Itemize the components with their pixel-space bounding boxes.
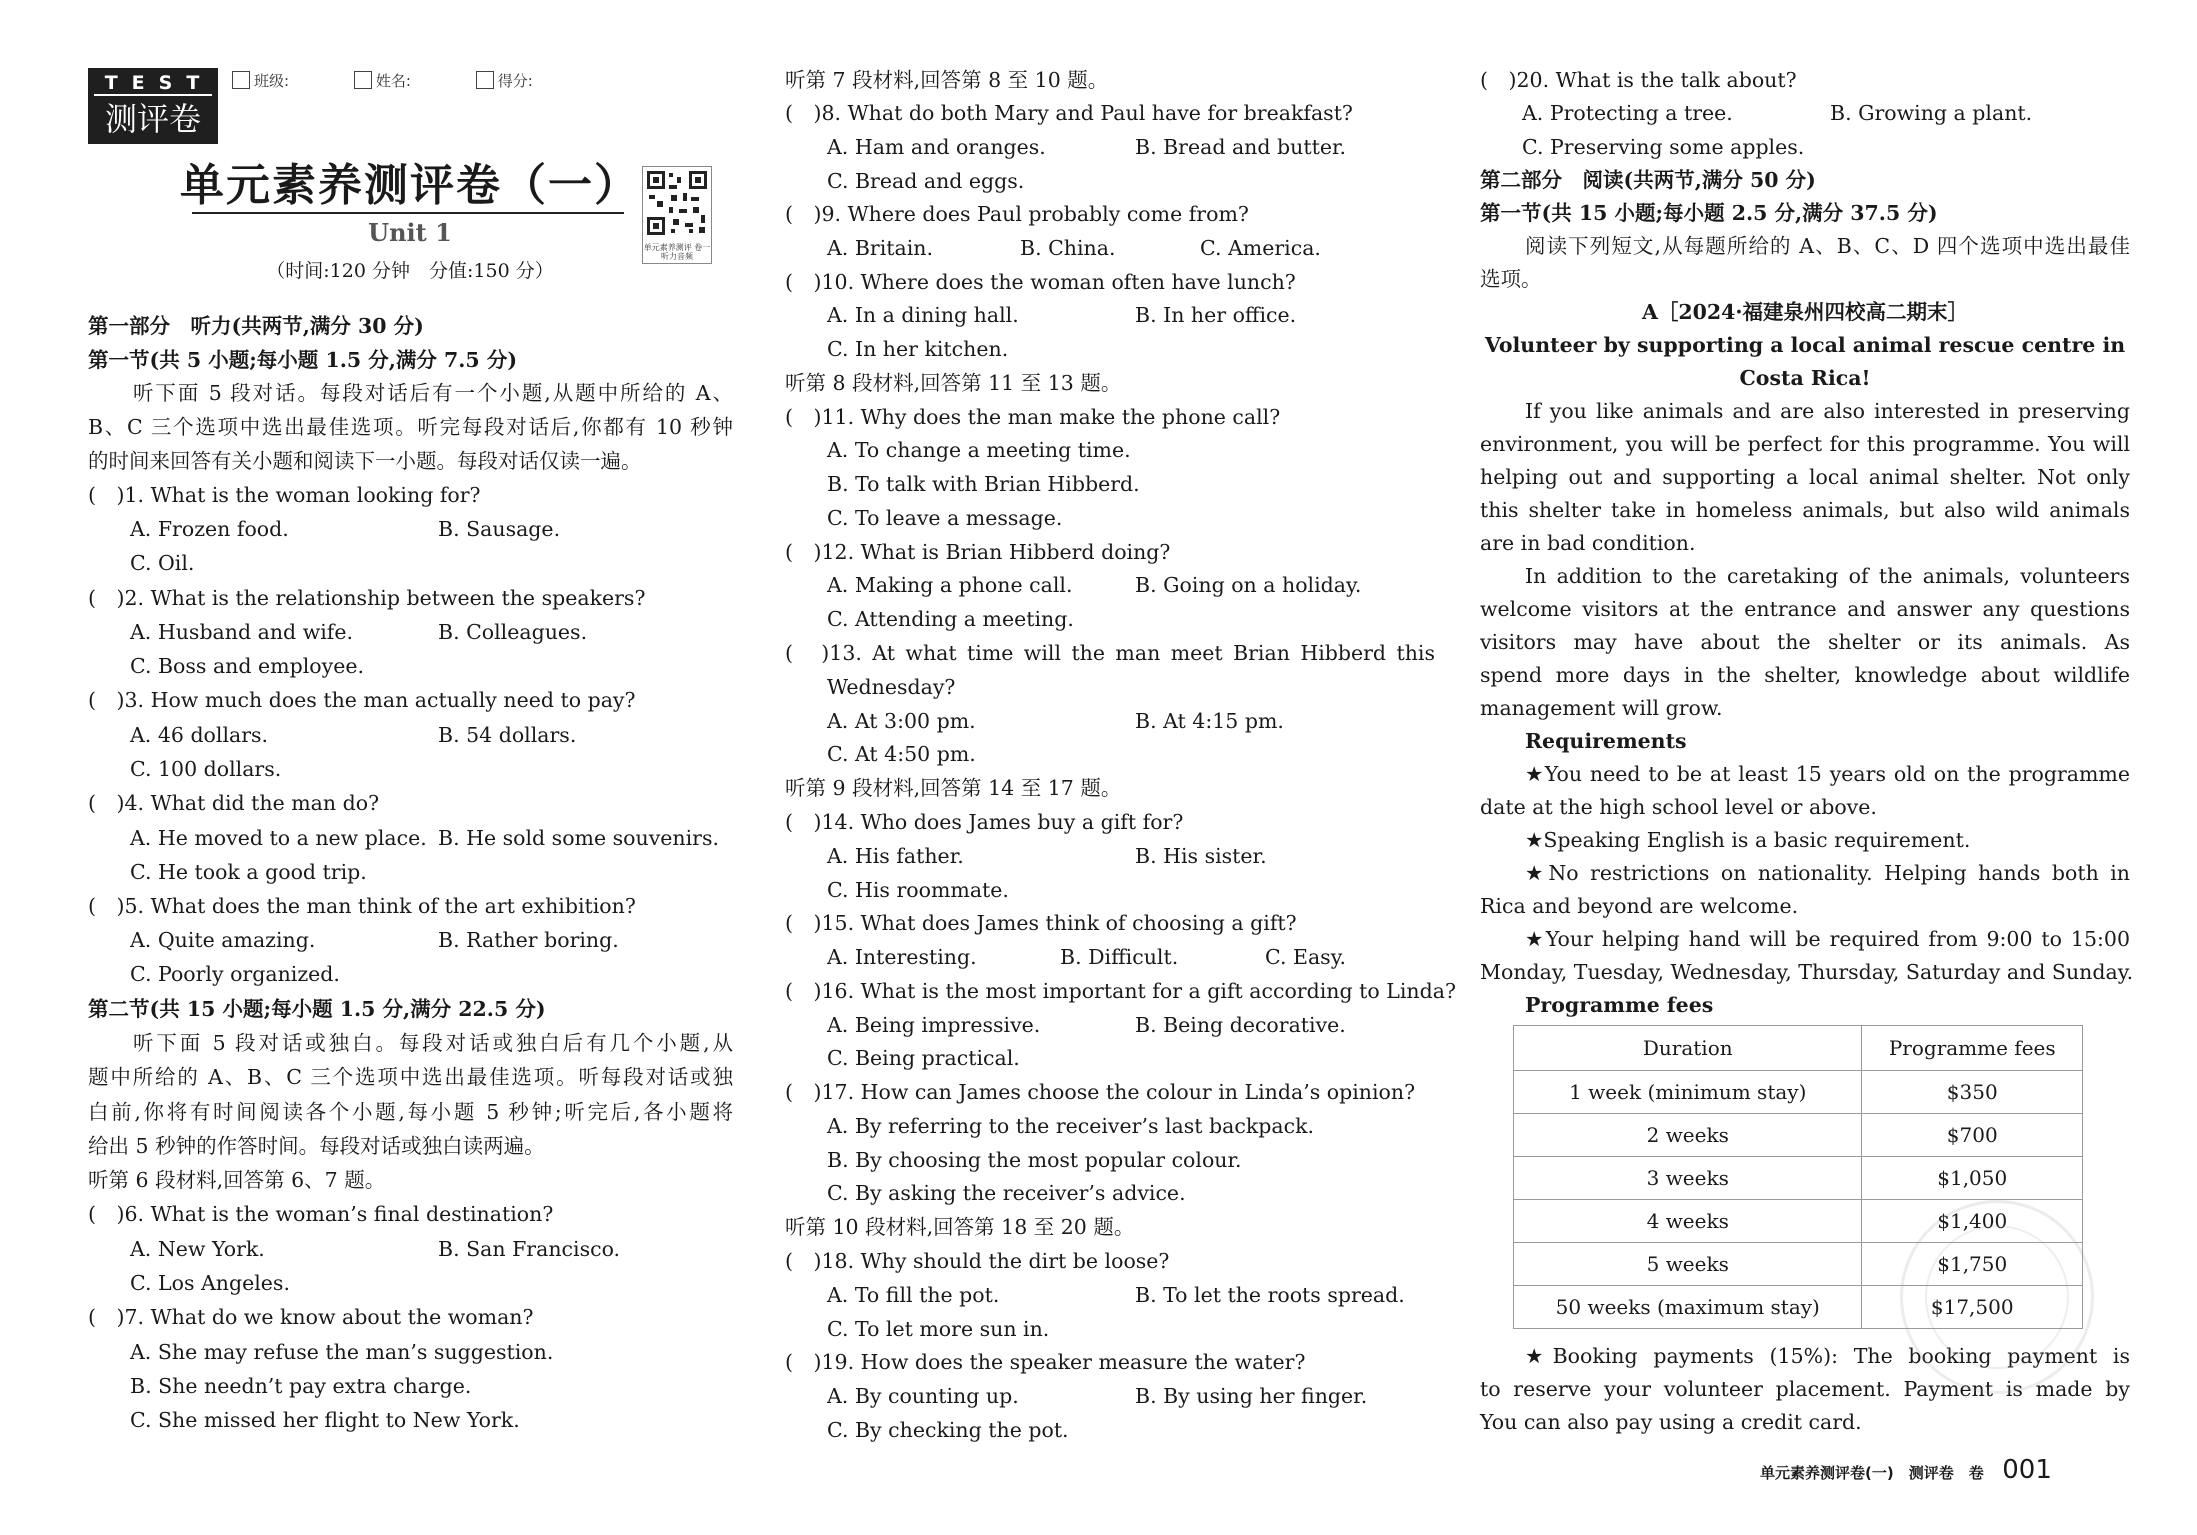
question-16[interactable]: ( )16. What is the most important for a gift according to Linda? xyxy=(785,979,1456,1003)
booking-line: to reserve your volunteer placement. Payment is made by xyxy=(1480,1377,2130,1401)
logo-top-text: TEST xyxy=(104,72,214,94)
option[interactable]: B. By choosing the most popular colour. xyxy=(827,1148,1242,1172)
option[interactable]: C. His roommate. xyxy=(827,878,1009,902)
option[interactable]: B. Being decorative. xyxy=(1135,1013,1346,1037)
logo-divider xyxy=(94,94,212,96)
question-14[interactable]: ( )14. Who does James buy a gift for? xyxy=(785,810,1184,834)
instruction-line: 的时间来回答有关小题和阅读下一小题。每段对话仅读一遍。 xyxy=(88,449,642,473)
paragraph-line: management will grow. xyxy=(1480,696,1723,720)
question-9[interactable]: ( )9. Where does Paul probably come from? xyxy=(785,202,1249,226)
option[interactable]: A. At 3:00 pm. xyxy=(827,709,976,733)
table-cell: 5 weeks xyxy=(1514,1243,1862,1286)
option[interactable]: B. He sold some souvenirs. xyxy=(438,826,720,850)
table-cell: 1 week (minimum stay) xyxy=(1514,1071,1862,1114)
table-row xyxy=(1514,1114,2083,1157)
section2-heading: 第二节(共 15 小题;每小题 1.5 分,满分 22.5 分) xyxy=(88,997,546,1021)
option[interactable]: C. She missed her flight to New York. xyxy=(130,1408,520,1432)
option[interactable]: B. In her office. xyxy=(1135,303,1297,327)
option[interactable]: C. Oil. xyxy=(130,551,195,575)
table-cell: $1,750 xyxy=(1862,1243,2083,1286)
test-logo xyxy=(88,68,218,144)
instruction-line: 阅读下列短文,从每题所给的 A、B、C、D 四个选项中选出最佳 xyxy=(1525,234,2130,258)
option[interactable]: C. By checking the pot. xyxy=(827,1418,1069,1442)
option[interactable]: A. Frozen food. xyxy=(130,517,289,541)
table-cell: $700 xyxy=(1862,1114,2083,1157)
instruction-line: 题中所给的 A、B、C 三个选项中选出最佳选项。听每段对话或独 xyxy=(88,1065,733,1089)
option[interactable]: C. Preserving some apples. xyxy=(1522,135,1805,159)
option[interactable]: B. Colleagues. xyxy=(438,620,588,644)
table-cell: $1,400 xyxy=(1862,1200,2083,1243)
qr-code-icon xyxy=(643,167,711,239)
paragraph-line: In addition to the caretaking of the animals, volunteers xyxy=(1525,564,2130,588)
option[interactable]: B. His sister. xyxy=(1135,844,1267,868)
watermark-seal xyxy=(1900,1200,2094,1394)
option[interactable]: A. Protecting a tree. xyxy=(1522,101,1733,125)
question-15[interactable]: ( )15. What does James think of choosing a gift? xyxy=(785,911,1297,935)
table-cell: $350 xyxy=(1862,1071,2083,1114)
logo-bottom-text: 测评卷 xyxy=(104,100,201,138)
question-1[interactable]: ( )1. What is the woman looking for? xyxy=(88,483,481,507)
option[interactable]: A. To change a meeting time. xyxy=(827,438,1131,462)
question-3[interactable]: ( )3. How much does the man actually need to pay? xyxy=(88,688,636,712)
option[interactable]: A. His father. xyxy=(827,844,964,868)
table-cell: 4 weeks xyxy=(1514,1200,1862,1243)
option[interactable]: C. Easy. xyxy=(1265,945,1347,969)
option[interactable]: A. Husband and wife. xyxy=(130,620,354,644)
qr-caption: 单元素养测评 卷一听力音频 xyxy=(643,243,711,261)
question-12[interactable]: ( )12. What is Brian Hibberd doing? xyxy=(785,540,1171,564)
table-row xyxy=(1514,1071,2083,1114)
material-label: 听第 9 段材料,回答第 14 至 17 题。 xyxy=(785,776,1122,800)
option[interactable]: A. By counting up. xyxy=(827,1384,1019,1408)
option[interactable]: B. To let the roots spread. xyxy=(1135,1283,1405,1307)
option[interactable]: A. Ham and oranges. xyxy=(827,135,1046,159)
requirement-item: Rica and beyond are welcome. xyxy=(1480,894,1799,918)
instruction-line: 听下面 5 段对话或独白。每段对话或独白后有几个小题,从 xyxy=(133,1031,733,1055)
booking-line: ★Booking payments (15%): The booking payment is xyxy=(1525,1344,2130,1368)
table-cell: 3 weeks xyxy=(1514,1157,1862,1200)
table-cell: 2 weeks xyxy=(1514,1114,1862,1157)
option[interactable]: A. New York. xyxy=(130,1237,265,1261)
option[interactable]: C. 100 dollars. xyxy=(130,757,282,781)
instruction-line: B、C 三个选项中选出最佳选项。听完每段对话后,你都有 10 秒钟 xyxy=(88,415,733,439)
score-icon xyxy=(476,71,494,89)
page-number: 001 xyxy=(2002,1455,2052,1485)
requirement-item: ★No restrictions on nationality. Helping hands both in xyxy=(1525,861,2130,885)
option[interactable]: A. He moved to a new place. xyxy=(130,826,427,850)
option[interactable]: C. Attending a meeting. xyxy=(827,607,1074,631)
part2-heading: 第二部分 阅读(共两节,满分 50 分) xyxy=(1480,168,1816,192)
booking-line: You can also pay using a credit card. xyxy=(1480,1410,1862,1434)
option[interactable]: A. Quite amazing. xyxy=(130,928,316,952)
paragraph-line: helping out and supporting a local animal shelter. Not only xyxy=(1480,465,2130,489)
requirement-item: ★Speaking English is a basic requirement. xyxy=(1525,828,1971,852)
option[interactable]: C. America. xyxy=(1200,236,1321,260)
instruction-line: 给出 5 秒钟的作答时间。每段对话或独白读两遍。 xyxy=(88,1134,545,1158)
option[interactable]: C. Being practical. xyxy=(827,1046,1020,1070)
time-info: （时间:120 分钟 分值:150 分） xyxy=(266,260,554,282)
name-icon xyxy=(354,71,372,89)
option[interactable]: C. To let more sun in. xyxy=(827,1317,1050,1341)
material-label: 听第 7 段材料,回答第 8 至 10 题。 xyxy=(785,68,1109,92)
option[interactable]: C. To leave a message. xyxy=(827,506,1063,530)
question-11[interactable]: ( )11. Why does the man make the phone call? xyxy=(785,405,1281,429)
option[interactable]: A. Interesting. xyxy=(827,945,977,969)
table-cell: $17,500 xyxy=(1862,1286,2083,1329)
requirement-item: date at the high school level or above. xyxy=(1480,795,1877,819)
option[interactable]: A. Making a phone call. xyxy=(827,573,1073,597)
paragraph-line: environment, you will be perfect for this programme. You will xyxy=(1480,432,2130,456)
page-footer xyxy=(1760,1450,2052,1490)
part1-heading: 第一部分 听力(共两节,满分 30 分) xyxy=(88,314,424,338)
option[interactable]: B. She needn’t pay extra charge. xyxy=(130,1374,472,1398)
option[interactable]: C. Los Angeles. xyxy=(130,1271,290,1295)
table-cell: 50 weeks (maximum stay) xyxy=(1514,1286,1862,1329)
option[interactable]: C. Poorly organized. xyxy=(130,962,340,986)
material-label: 听第 8 段材料,回答第 11 至 13 题。 xyxy=(785,371,1122,395)
option[interactable]: A. Being impressive. xyxy=(827,1013,1041,1037)
option[interactable]: A. She may refuse the man’s suggestion. xyxy=(130,1340,554,1364)
question-10[interactable]: ( )10. Where does the woman often have lunch? xyxy=(785,270,1296,294)
question-5[interactable]: ( )5. What does the man think of the art exhibition? xyxy=(88,894,636,918)
option[interactable]: B. Going on a holiday. xyxy=(1135,573,1362,597)
instruction-line: 白前,你将有时间阅读各个小题,每小题 5 秒钟;听完后,各小题将 xyxy=(88,1100,733,1124)
option[interactable]: A. 46 dollars. xyxy=(130,723,269,747)
option[interactable]: B. Bread and butter. xyxy=(1135,135,1347,159)
option[interactable]: B. At 4:15 pm. xyxy=(1135,709,1284,733)
table-header-row xyxy=(1514,1026,2083,1071)
table-row xyxy=(1514,1157,2083,1200)
reading-section1-heading: 第一节(共 15 小题;每小题 2.5 分,满分 37.5 分) xyxy=(1480,201,1938,225)
option[interactable]: C. By asking the receiver’s advice. xyxy=(827,1181,1186,1205)
option[interactable]: C. At 4:50 pm. xyxy=(827,742,976,766)
section1-heading: 第一节(共 5 小题;每小题 1.5 分,满分 7.5 分) xyxy=(88,348,518,372)
unit-label: Unit 1 xyxy=(368,218,452,247)
paragraph-line: are in bad condition. xyxy=(1480,531,1696,555)
title-underline xyxy=(192,212,624,214)
score-field[interactable]: 得分: xyxy=(476,66,533,96)
option[interactable]: B. To talk with Brian Hibberd. xyxy=(827,472,1140,496)
paragraph-line: visitors may have about the shelter or its animals. As xyxy=(1480,630,2130,654)
footer-text: 单元素养测评卷(一) 测评卷 卷 xyxy=(1760,1464,1984,1482)
table-cell: $1,050 xyxy=(1862,1157,2083,1200)
option[interactable]: A. Britain. xyxy=(827,236,933,260)
paragraph-line: welcome visitors at the entrance and answer any questions xyxy=(1480,597,2130,621)
option[interactable]: C. He took a good trip. xyxy=(130,860,367,884)
question-17[interactable]: ( )17. How can James choose the colour in Linda’s opinion? xyxy=(785,1080,1416,1104)
option[interactable]: A. To fill the pot. xyxy=(827,1283,1000,1307)
material-label: 听第 10 段材料,回答第 18 至 20 题。 xyxy=(785,1215,1135,1239)
option[interactable]: B. Sausage. xyxy=(438,517,561,541)
passage-title: Costa Rica! xyxy=(1739,366,1871,390)
question-7[interactable]: ( )7. What do we know about the woman? xyxy=(88,1305,534,1329)
table-header: Duration xyxy=(1514,1026,1862,1071)
qr-code[interactable] xyxy=(642,166,712,264)
option[interactable]: B. Rather boring. xyxy=(438,928,619,952)
option[interactable]: B. By using her finger. xyxy=(1135,1384,1368,1408)
option[interactable]: A. In a dining hall. xyxy=(827,303,1019,327)
question-8[interactable]: ( )8. What do both Mary and Paul have for breakfast? xyxy=(785,101,1353,125)
material-label: 听第 6 段材料,回答第 6、7 题。 xyxy=(88,1168,386,1192)
paragraph-line: If you like animals and are also interested in preserving xyxy=(1525,399,2130,423)
option[interactable]: B. San Francisco. xyxy=(438,1237,621,1261)
question-13-continued: Wednesday? xyxy=(827,675,956,699)
class-field[interactable]: 班级: xyxy=(232,66,289,96)
instruction-line: 选项。 xyxy=(1480,267,1542,291)
option[interactable]: C. Bread and eggs. xyxy=(827,169,1025,193)
question-13[interactable]: ( )13. At what time will the man meet Brian Hibberd this xyxy=(785,641,1435,665)
instruction-line: 听下面 5 段对话。每段对话后有一个小题,从题中所给的 A、 xyxy=(133,381,733,405)
class-icon xyxy=(232,71,250,89)
passage-title: Volunteer by supporting a local animal rescue centre in xyxy=(1484,333,2126,357)
paragraph-line: this shelter take in homeless animals, but also wild animals xyxy=(1480,498,2130,522)
name-field[interactable]: 姓名: xyxy=(354,66,411,96)
option[interactable]: B. Growing a plant. xyxy=(1830,101,2033,125)
option[interactable]: C. In her kitchen. xyxy=(827,337,1009,361)
question-4[interactable]: ( )4. What did the man do? xyxy=(88,791,380,815)
student-info-fields xyxy=(232,66,593,96)
fees-heading: Programme fees xyxy=(1525,993,1714,1017)
option[interactable]: B. Difficult. xyxy=(1060,945,1179,969)
question-19[interactable]: ( )19. How does the speaker measure the water? xyxy=(785,1350,1306,1374)
requirement-item: ★Your helping hand will be required from 9:00 to 15:00 xyxy=(1525,927,2130,951)
requirements-heading: Requirements xyxy=(1525,729,1687,753)
question-6[interactable]: ( )6. What is the woman’s final destination? xyxy=(88,1202,554,1226)
option[interactable]: A. By referring to the receiver’s last backpack. xyxy=(827,1114,1315,1138)
requirement-item: ★You need to be at least 15 years old on the programme xyxy=(1525,762,2130,786)
option[interactable]: B. 54 dollars. xyxy=(438,723,577,747)
option[interactable]: B. China. xyxy=(1020,236,1116,260)
question-18[interactable]: ( )18. Why should the dirt be loose? xyxy=(785,1249,1170,1273)
question-2[interactable]: ( )2. What is the relationship between the speakers? xyxy=(88,586,646,610)
paragraph-line: spend more days in the shelter, knowledge about wildlife xyxy=(1480,663,2130,687)
option[interactable]: C. Boss and employee. xyxy=(130,654,364,678)
requirement-item: Monday, Tuesday, Wednesday, Thursday, Saturday and Sunday. xyxy=(1480,960,2134,984)
table-header: Programme fees xyxy=(1862,1026,2083,1071)
passage-label: A［2024·福建泉州四校高二期末］ xyxy=(1641,300,1969,324)
question-20[interactable]: ( )20. What is the talk about? xyxy=(1480,68,1797,92)
page-title: 单元素养测评卷（一） xyxy=(180,160,640,211)
